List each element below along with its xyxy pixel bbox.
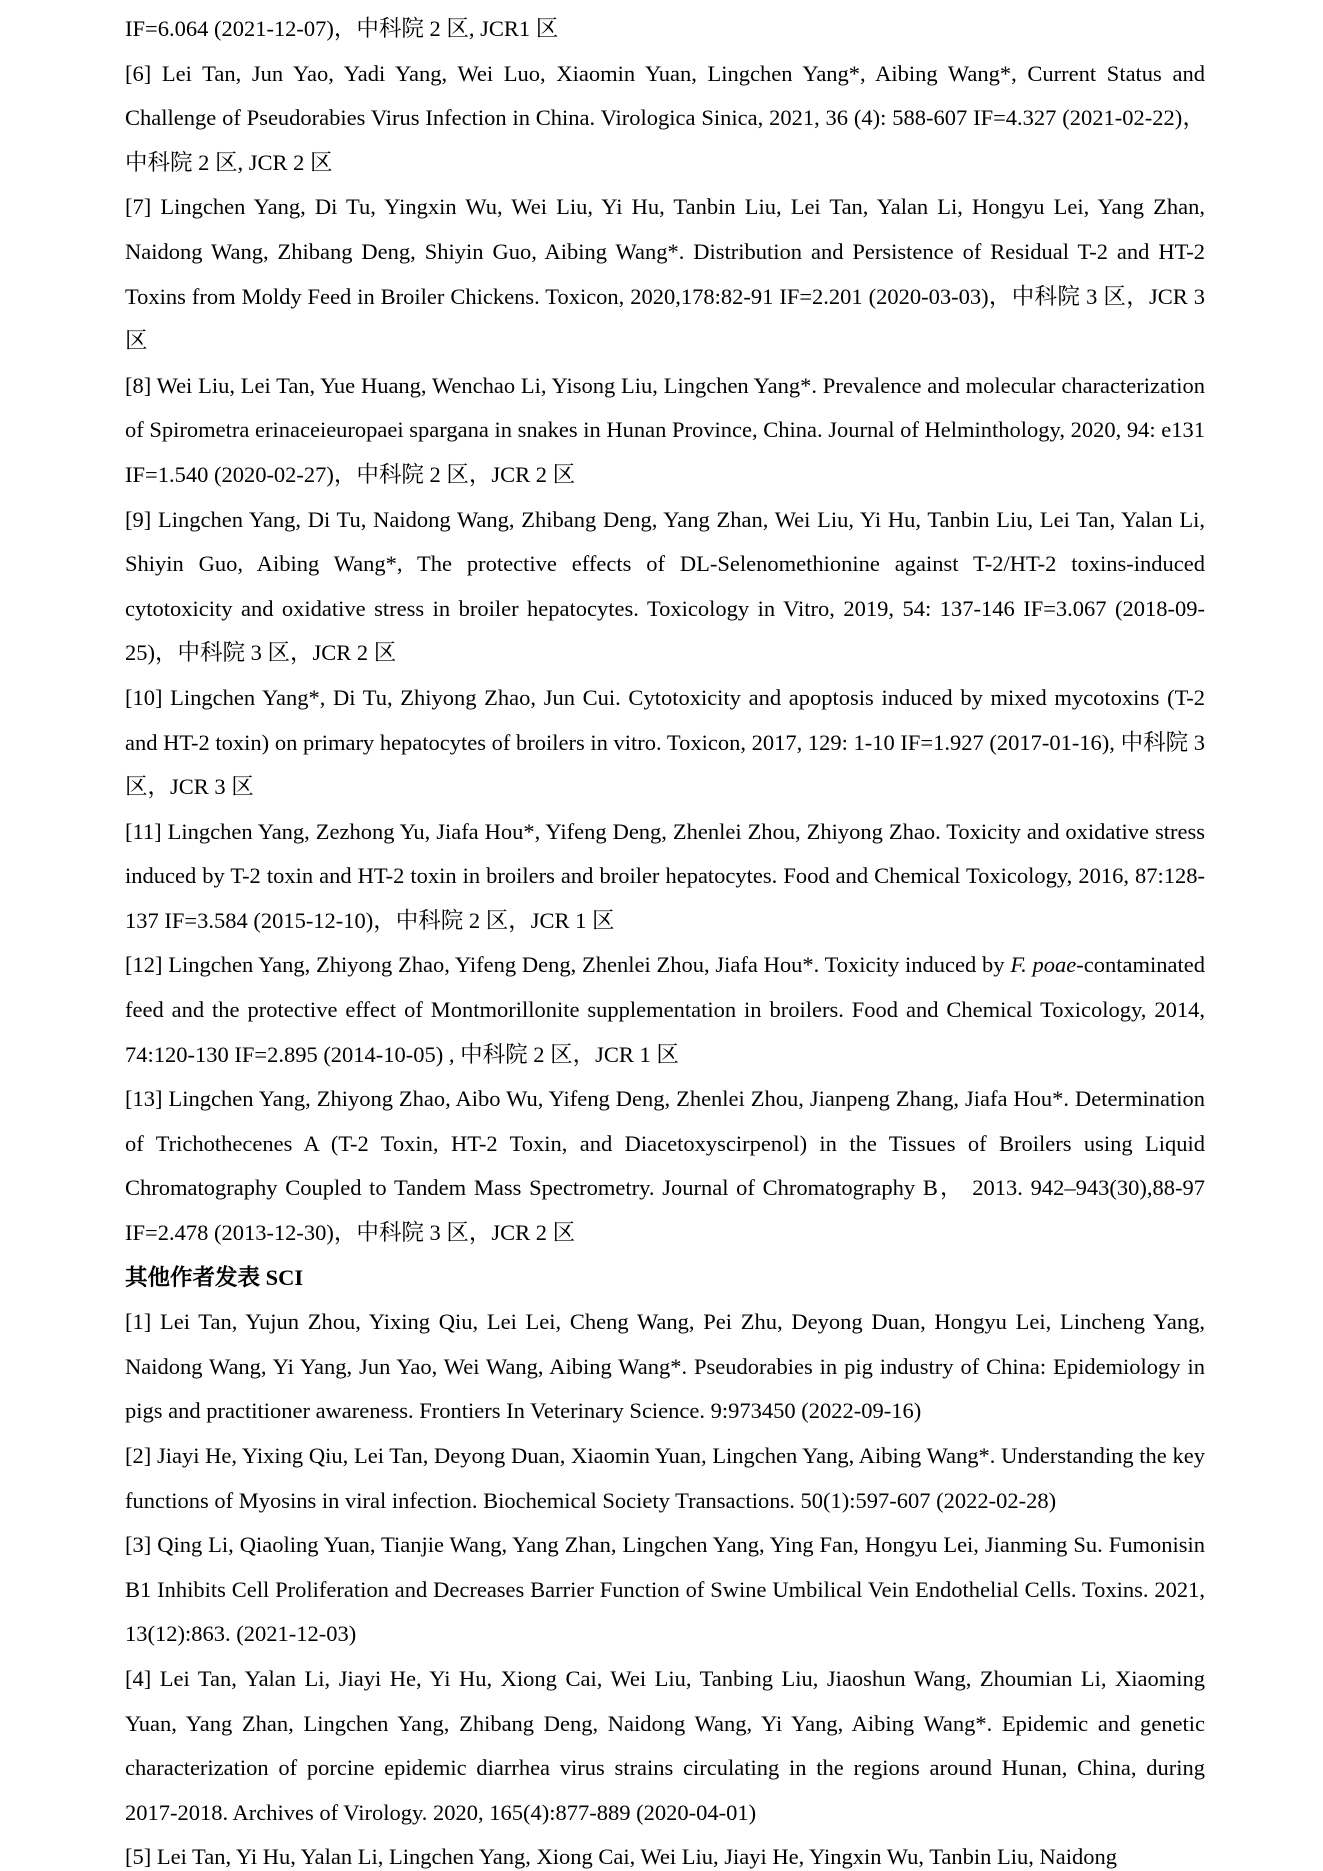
reference-11: [11] Lingchen Yang, Zezhong Yu, Jiafa Hou*, Yifeng Deng, Zhenlei Zhou, Zhiyong Zhao. Toxicity and oxidative stress induced by T-2 toxin and HT-2 toxin in broilers and broiler hepatocytes. Food and Chemical Toxicology, 2016, 87:128-137 IF=3.584 (2015-12-10)，中科院 2 区，JCR 1 区 — [125, 818, 1205, 933]
reference-7: [7] Lingchen Yang, Di Tu, Yingxin Wu, Wei Liu, Yi Hu, Tanbin Liu, Lei Tan, Yalan Li, Hongyu Lei, Yang Zhan, Naidong Wang, Zhibang Deng, Shiyin Guo, Aibing Wang*. Distribution and Persistence of Residual T-2 and HT-2 Toxins from Moldy Feed in Broiler Chickens. Toxicon, 2020,178:82-91 IF=2.201 (2020-03-03)，中科院 3 区，JCR 3 区 — [125, 194, 1205, 354]
reference-9: [9] Lingchen Yang, Di Tu, Naidong Wang, Zhibang Deng, Yang Zhan, Wei Liu, Yi Hu, Tanbin Liu, Lei Tan, Yalan Li, Shiyin Guo, Aibing Wang*, The protective effects of DL-Selenomethionine against T-2/HT-2 toxins-induced cytotoxicity and oxidative stress in broiler hepatocytes. Toxicology in Vitro, 2019, 54: 137-146 IF=3.067 (2018-09-25)，中科院 3 区，JCR 2 区 — [125, 506, 1205, 666]
other-reference-3: [3] Qing Li, Qiaoling Yuan, Tianjie Wang, Yang Zhan, Lingchen Yang, Ying Fan, Hongyu Lei, Jianming Su. Fumonisin B1 Inhibits Cell Proliferation and Decreases Barrier Function of Swine Umbilical Vein Endothelial Cells. Toxins. 2021, 13(12):863. (2021-12-03) — [125, 1532, 1205, 1647]
reference-8: [8] Wei Liu, Lei Tan, Yue Huang, Wenchao Li, Yisong Liu, Lingchen Yang*. Prevalence and molecular characterization of Spirometra erinaceieuropaei spargana in snakes in Hunan Province, China. Journal of Helminthology, 2020, 94: e131 IF=1.540 (2020-02-27)，中科院 2 区，JCR 2 区 — [125, 372, 1205, 487]
reference-12-text-start: [12] Lingchen Yang, Zhiyong Zhao, Yifeng Deng, Zhenlei Zhou, Jiafa Hou*. Toxicity induced by — [125, 952, 1011, 978]
reference-6: [6] Lei Tan, Jun Yao, Yadi Yang, Wei Luo, Xiaomin Yuan, Lingchen Yang*, Aibing Wang*, Current Status and Challenge of Pseudorabies Virus Infection in China. Virologica Sinica, 2021, 36 (4): 588-607 IF=4.327 (2021-02-22)，中科院 2 区, JCR 2 区 — [125, 60, 1205, 175]
reference-12-text-end: -contaminated feed and the protective effect of Montmorillonite supplementation in broilers. Food and Chemical Toxicology, 2014, 74:120-130 IF=2.895 (2014-10-05) , 中科院 2 区，JCR 1 区 — [125, 952, 1205, 1067]
reference-10: [10] Lingchen Yang*, Di Tu, Zhiyong Zhao, Jun Cui. Cytotoxicity and apoptosis induced by mixed mycotoxins (T-2 and HT-2 toxin) on primary hepatocytes of broilers in vitro. Toxicon, 2017, 129: 1-10 IF=1.927 (2017-01-16), 中科院 3 区，JCR 3 区 — [125, 684, 1205, 800]
other-author-sci-heading: 其他作者发表 SCI — [125, 1264, 304, 1290]
reference-12 — [125, 943, 1205, 1077]
reference-13: [13] Lingchen Yang, Zhiyong Zhao, Aibo Wu, Yifeng Deng, Zhenlei Zhou, Jianpeng Zhang, Jiafa Hou*. Determination of Trichothecenes A (T-2 Toxin, HT-2 Toxin, and Diacetoxyscirpenol) in the Tissues of Broilers using Liquid Chromatography Coupled to Tandem Mass Spectrometry. Journal of Chromatography B， 2013. 942–943(30),88-97 IF=2.478 (2013-12-30)，中科院 3 区，JCR 2 区 — [125, 1086, 1205, 1246]
other-reference-4: [4] Lei Tan, Yalan Li, Jiayi He, Yi Hu, Xiong Cai, Wei Liu, Tanbing Liu, Jiaoshun Wang, Zhoumian Li, Xiaoming Yuan, Yang Zhan, Lingchen Yang, Zhibang Deng, Naidong Wang, Yi Yang, Aibing Wang*. Epidemic and genetic characterization of porcine epidemic diarrhea virus strains circulating in the regions around Hunan, China, during 2017-2018. Archives of Virology. 2020, 165(4):877-889 (2020-04-01) — [125, 1665, 1205, 1825]
other-reference-2: [2] Jiayi He, Yixing Qiu, Lei Tan, Deyong Duan, Xiaomin Yuan, Lingchen Yang, Aibing Wang*. Understanding the key functions of Myosins in viral infection. Biochemical Society Transactions. 50(1):597-607 (2022-02-28) — [125, 1443, 1205, 1513]
document-body — [125, 7, 1205, 1871]
reference-continuation: IF=6.064 (2021-12-07)，中科院 2 区, JCR1 区 — [125, 16, 559, 41]
reference-12-species-name: F. poae — [1010, 952, 1077, 978]
other-reference-5: [5] Lei Tan, Yi Hu, Yalan Li, Lingchen Yang, Xiong Cai, Wei Liu, Jiayi He, Yingxin Wu, Tanbin Liu, Naidong — [125, 1844, 1117, 1870]
other-reference-1: [1] Lei Tan, Yujun Zhou, Yixing Qiu, Lei Lei, Cheng Wang, Pei Zhu, Deyong Duan, Hongyu Lei, Lincheng Yang, Naidong Wang, Yi Yang, Jun Yao, Wei Wang, Aibing Wang*. Pseudorabies in pig industry of China: Epidemiology in pigs and practitioner awareness. Frontiers In Veterinary Science. 9:973450 (2022-09-16) — [125, 1309, 1205, 1424]
